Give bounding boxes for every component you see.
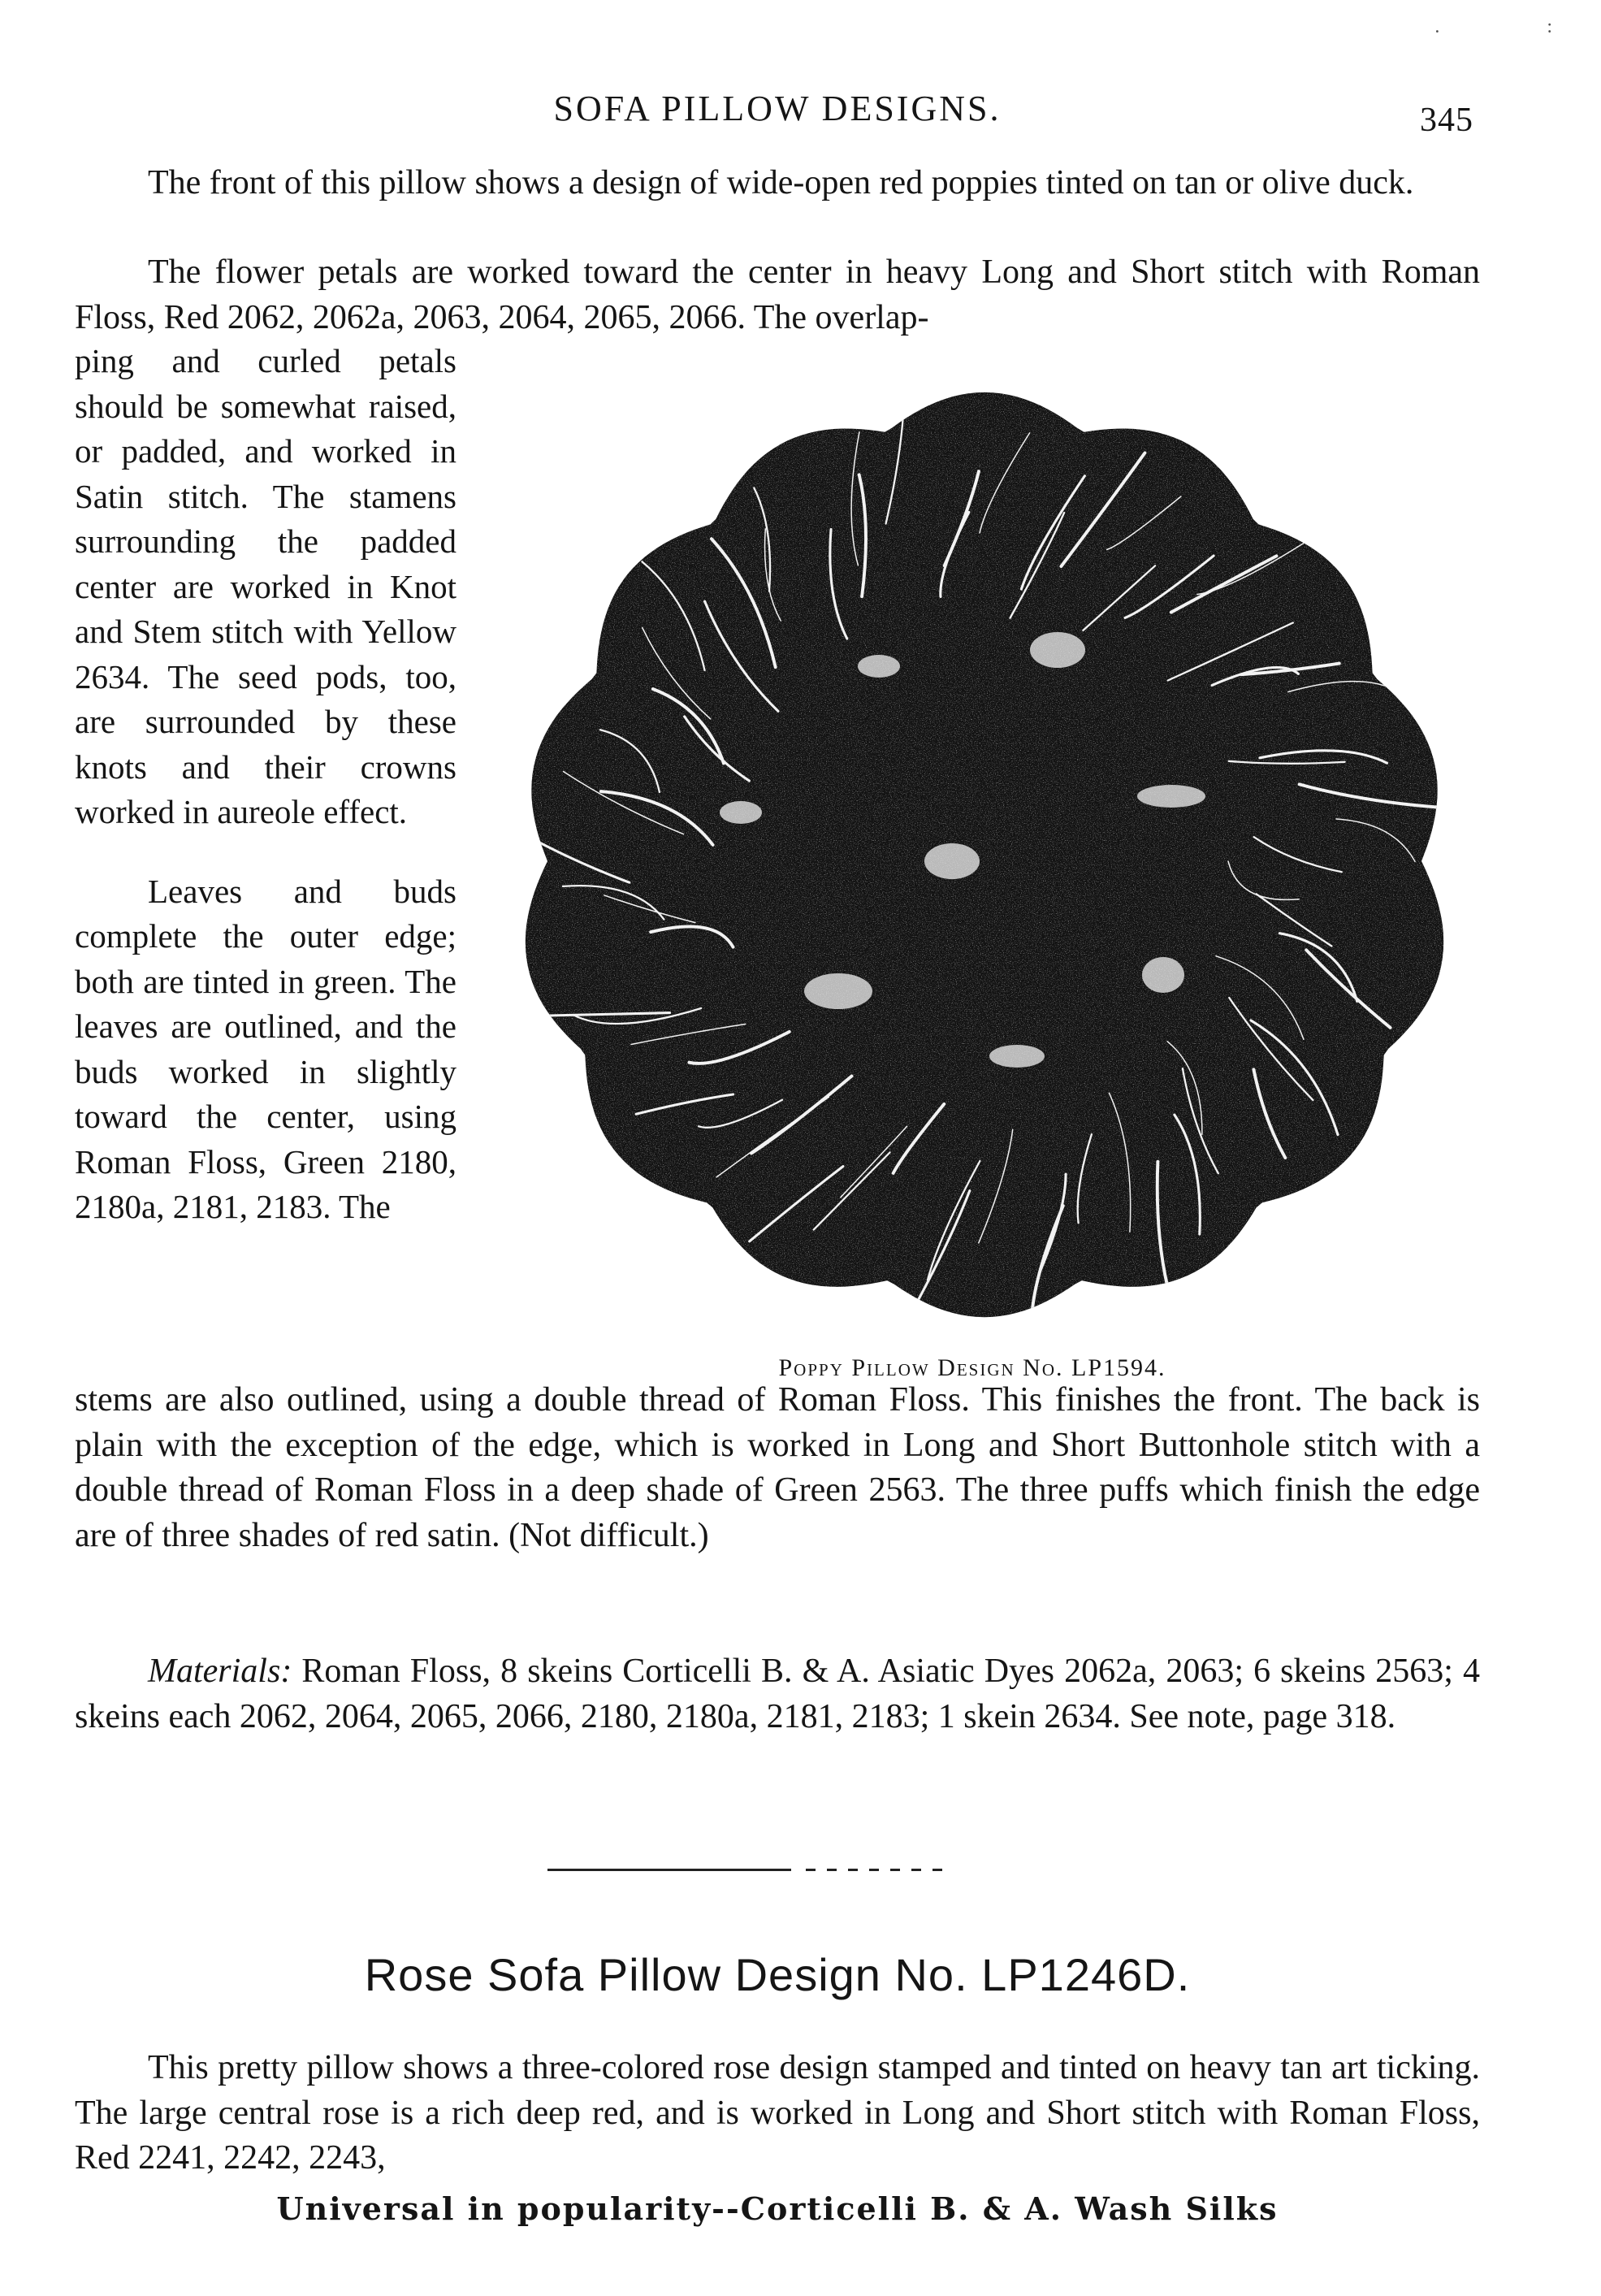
pillow-texture: [526, 392, 1443, 1317]
poppy-bloom-highlight: [1137, 785, 1205, 808]
scan-specks: . :: [1434, 16, 1552, 37]
poppy-bloom-highlight: [720, 801, 762, 824]
poppy-back-paragraph: stems are also outlined, using a double thread of Roman Floss. This finishes the front. The back is plain with the exception of the edge, which is worked in Long and Short Buttonhole stitch with a double thread of Roman Floss in a deep shade of Green 2563. The three puffs which finish the edge are of three shades of red satin. (Not difficult.): [75, 1381, 1480, 1554]
poppy-bloom-highlight: [924, 843, 980, 879]
book-page: [75, 0, 1480, 2296]
poppy-bloom-highlight: [1030, 632, 1085, 668]
poppy-stitch-paragraph: ping and curled petals should be somewhat raised, or padded, and worked in Satin stitch. The stamens surrounding the padded center are worked in Knot and Stem stitch with Yellow 2634. The seed pods, too, are surrounded by these knots and their crowns worked in aureole effect.: [75, 342, 457, 830]
poppy-bloom-highlight: [804, 973, 872, 1009]
rose-intro-paragraph: This pretty pillow shows a three-colored rose design stamped and tinted on heavy tan art ticking. The large central rose is a rich deep red, and is worked in Long and Short stitch with Roman Floss, Red 2241, 2242, 2243,: [75, 2049, 1480, 2177]
running-head: SOFA PILLOW DESIGNS.: [553, 89, 1002, 128]
poppy-pillow-figure: [497, 357, 1480, 1373]
section-divider: [547, 1869, 945, 1872]
page-number: 345: [1420, 102, 1473, 139]
left-column-text: [75, 339, 457, 1230]
poppy-leaves-paragraph: Leaves and buds complete the outer edge; both are tinted in green. The leaves are outlined, and the buds worked in slightly toward the center, using Roman Floss, Green 2180, 2180a, 2181, 2183. The: [75, 872, 457, 1225]
poppy-bloom-highlight: [1142, 957, 1184, 993]
poppy-petals-paragraph: The flower petals are worked toward the center in heavy Long and Short stitch with Roman Floss, Red 2062, 2062a, 2063, 2064, 2065, 2066. The overlap-: [75, 253, 1480, 336]
poppy-intro-paragraph: The front of this pillow shows a design of wide-open red poppies tinted on tan or olive duck.: [148, 164, 1414, 201]
poppy-bloom-highlight: [858, 655, 900, 678]
rose-section-heading: Rose Sofa Pillow Design No. LP1246D.: [364, 1949, 1191, 2000]
figure-caption: Poppy Pillow Design No. LP1594.: [778, 1354, 1166, 1381]
materials-label: Materials:: [148, 1653, 292, 1690]
materials-paragraph: [75, 1649, 1480, 1739]
poppy-bloom-highlight: [989, 1045, 1045, 1068]
poppy-pillow-image: [497, 357, 1480, 1357]
materials-list: Roman Floss, 8 skeins Corticelli B. & A. Asiatic Dyes 2062a, 2063; 6 skeins 2563; 4 skeins each 2062, 2064, 2065, 2066, 2180, 2180a, 2181, 2183; 1 skein 2634. See note, page 318.: [75, 1653, 1481, 1735]
advertising-footer: Universal in popularity--Corticelli B. & A. Wash Silks: [276, 2190, 1279, 2227]
